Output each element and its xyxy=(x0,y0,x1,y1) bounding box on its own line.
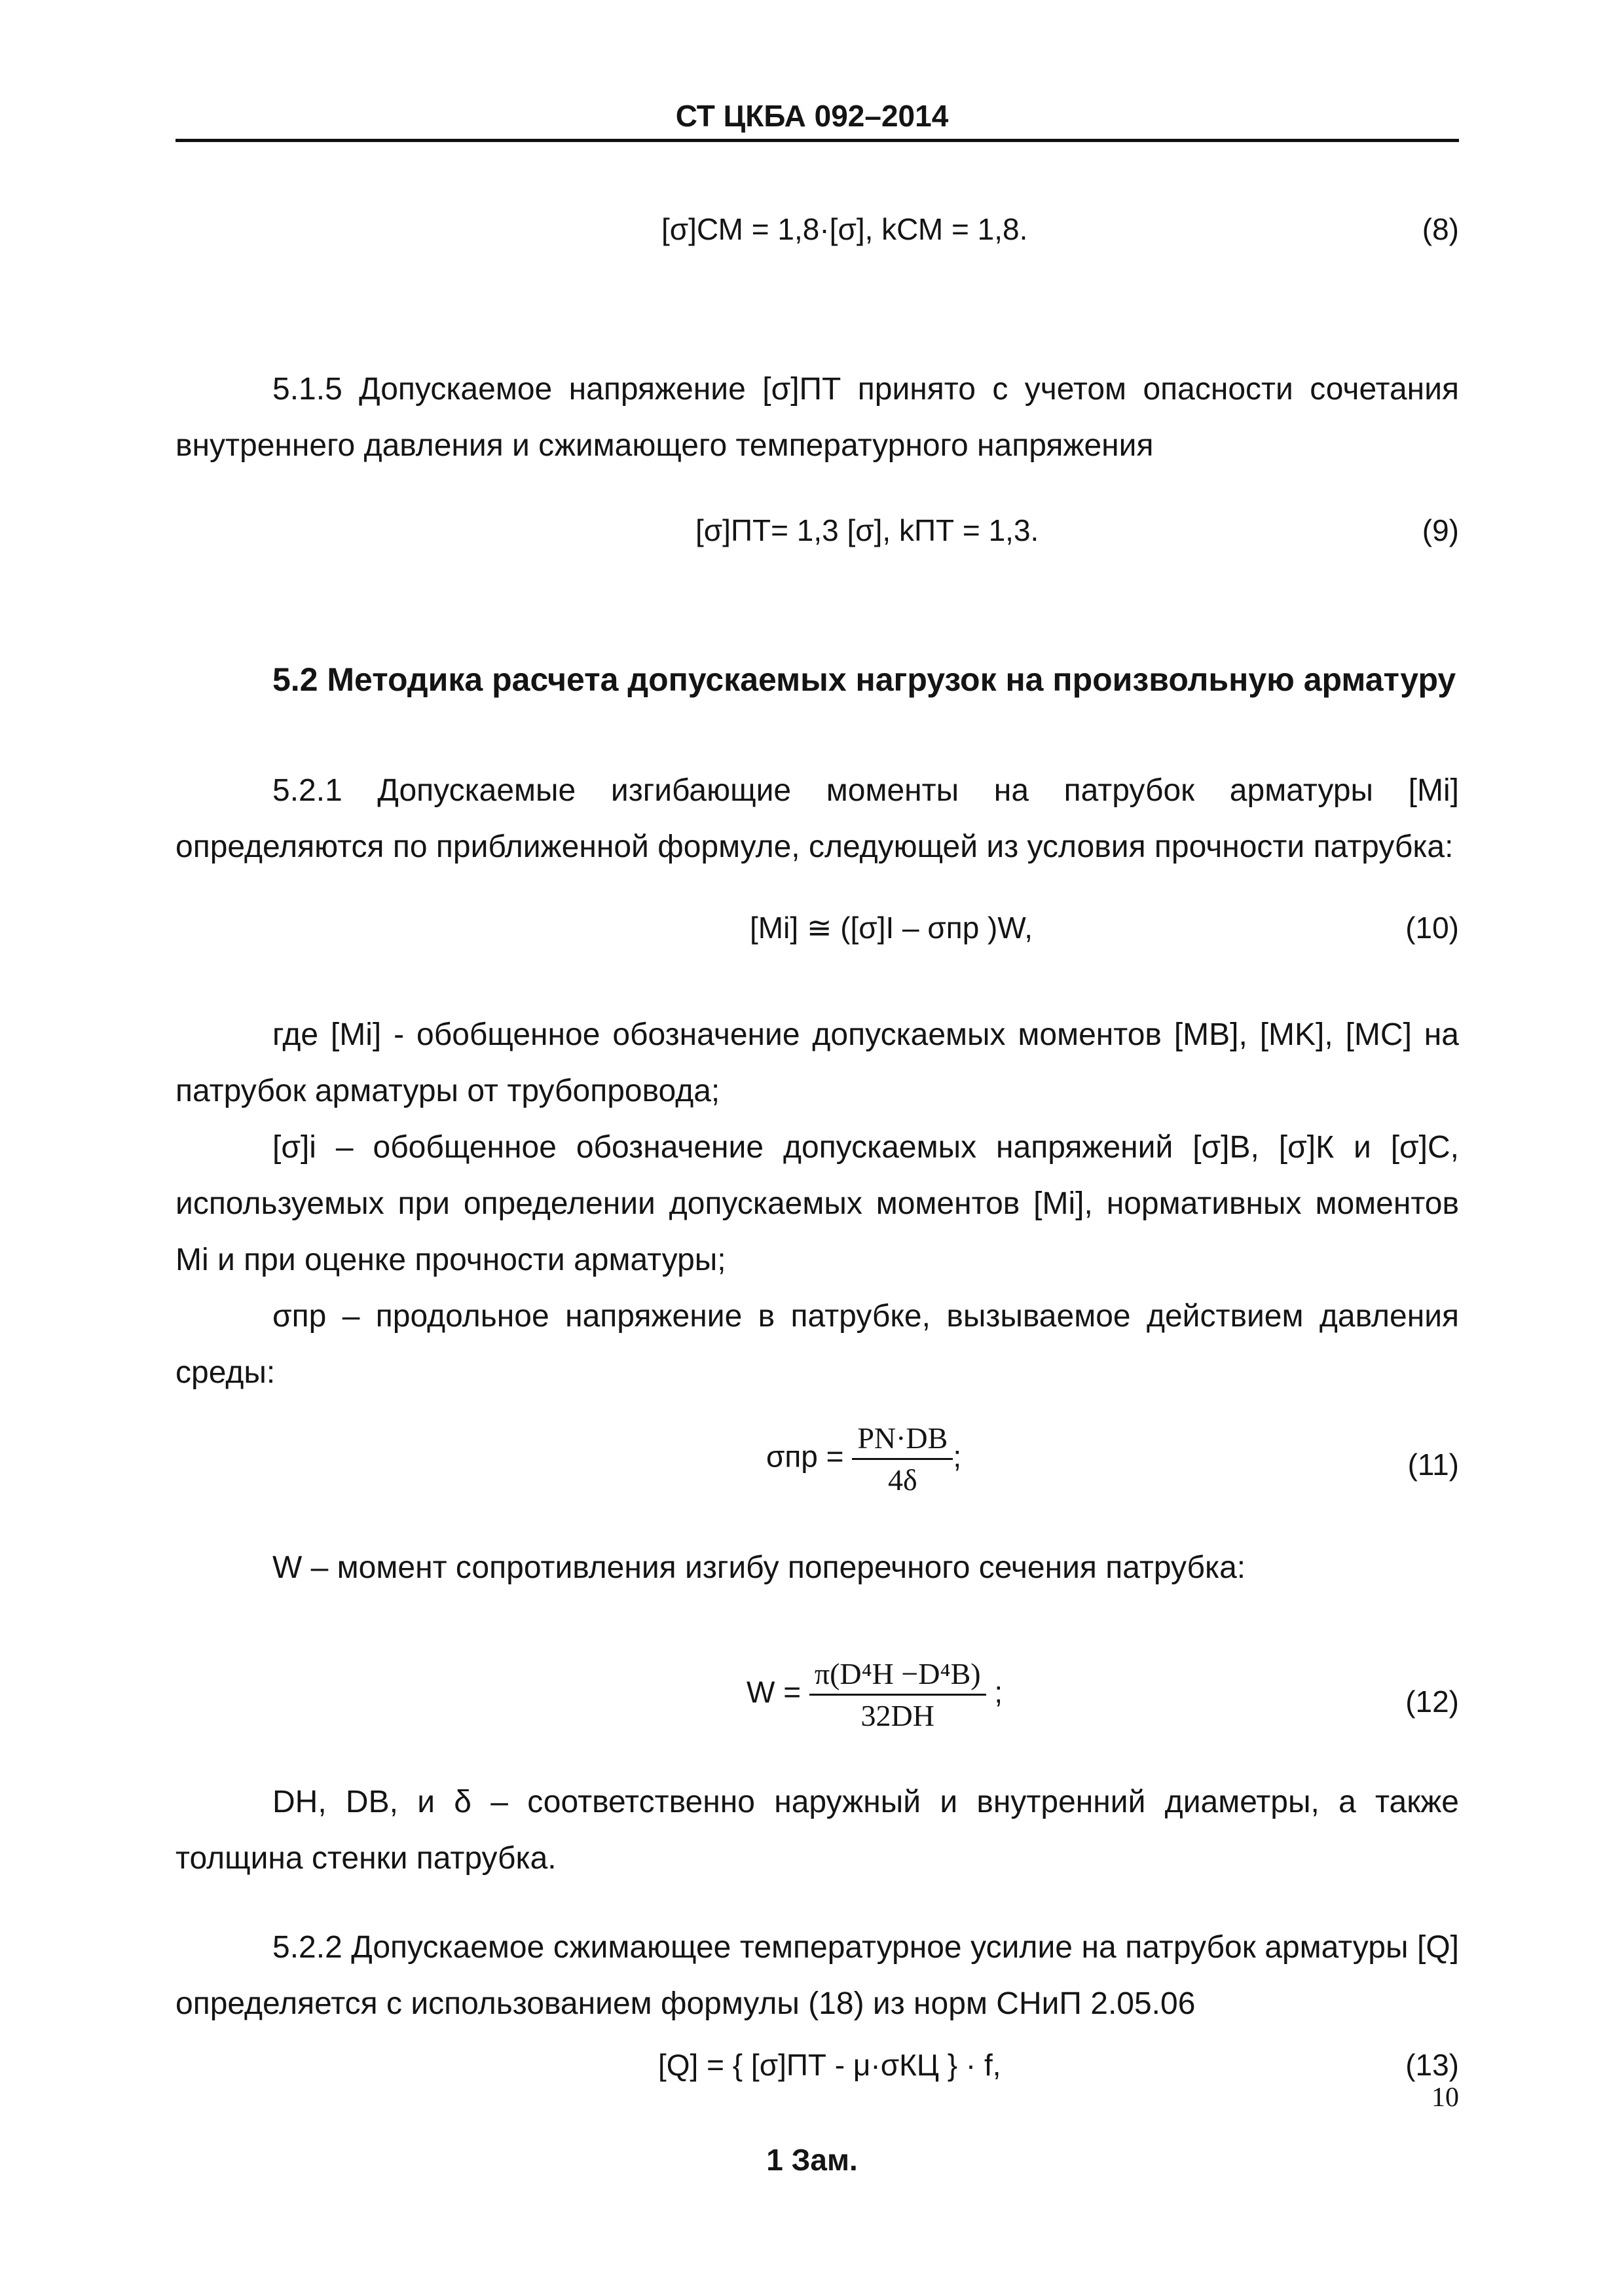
formula-11-denominator: 4δ xyxy=(887,1463,917,1497)
formula-11-numerator: PN·DB xyxy=(852,1421,953,1460)
formula-13: [Q] = { [σ]ПТ - μ·σКЦ } · f, xyxy=(658,2048,1001,2082)
formula-8: [σ]СМ = 1,8·[σ], kСМ = 1,8. xyxy=(661,212,1028,246)
definition-mi: где [Mi] - обобщенное обозначение допускаемых моментов [MB], [MK], [MC] на патрубок арматуры от трубопровода; xyxy=(175,1017,1459,1108)
formula-11 xyxy=(766,1421,961,1497)
paragraph-5-2-2: 5.2.2 Допускаемое сжимающее температурное усилие на патрубок арматуры [Q] определяется с использованием формулы (18) из норм СНиП 2.05.06 xyxy=(175,1930,1459,2021)
document-code-header: СТ ЦКБА 092–2014 xyxy=(675,99,949,133)
section-heading-5-2: 5.2 Методика расчета допускаемых нагрузок на произвольную арматуру xyxy=(272,661,1456,698)
definition-w: W – момент сопротивления изгибу поперечного сечения патрубка: xyxy=(272,1550,1246,1585)
formula-12-denominator: 32DН xyxy=(860,1699,934,1732)
definition-sigma-i: [σ]i – обобщенное обозначение допускаемых напряжений [σ]В, [σ]К и [σ]С, используемых при определении допускаемых моментов [Mi], нормативных моментов Mi и при оценке прочности арматуры; xyxy=(175,1130,1459,1277)
page-number: 10 xyxy=(1431,2083,1459,2113)
change-note: 1 Зам. xyxy=(766,2143,858,2177)
formula-11-number: (11) xyxy=(1407,1448,1459,1482)
formula-11-lhs: σпр = xyxy=(766,1439,844,1474)
paragraph-5-1-5: 5.1.5 Допускаемое напряжение [σ]ПТ принято с учетом опасности сочетания внутреннего давления и сжимающего температурного напряжения xyxy=(175,372,1459,463)
formula-9: [σ]ПТ= 1,3 [σ], kПТ = 1,3. xyxy=(695,513,1039,547)
formula-8-number: (8) xyxy=(1422,212,1459,246)
definition-diameters: DН, DВ, и δ – соответственно наружный и внутренний диаметры, а также толщина стенки патрубка. xyxy=(175,1785,1459,1876)
formula-12-fraction xyxy=(809,1656,986,1733)
formula-11-tail: ; xyxy=(953,1439,962,1474)
formula-13-number: (13) xyxy=(1405,2048,1459,2082)
definition-sigma-pr: σпр – продольное напряжение в патрубке, вызываемое действием давления среды: xyxy=(175,1299,1459,1390)
formula-12-numerator: π(D⁴Н −D⁴В) xyxy=(809,1656,986,1696)
paragraph-5-2-1: 5.2.1 Допускаемые изгибающие моменты на патрубок арматуры [Mi] определяются по приближенной формуле, следующей из условия прочности патрубка: xyxy=(175,773,1459,864)
formula-10: [Mi] ≅ ([σ]I – σпр )W, xyxy=(750,911,1033,945)
formula-12 xyxy=(747,1656,1003,1733)
formula-9-number: (9) xyxy=(1422,513,1459,547)
formula-12-tail: ; xyxy=(994,1675,1003,1709)
formula-10-number: (10) xyxy=(1405,911,1459,945)
formula-12-lhs: W = xyxy=(747,1675,802,1709)
header-rule xyxy=(175,139,1459,142)
formula-11-fraction xyxy=(852,1421,953,1497)
formula-12-number: (12) xyxy=(1405,1685,1459,1719)
